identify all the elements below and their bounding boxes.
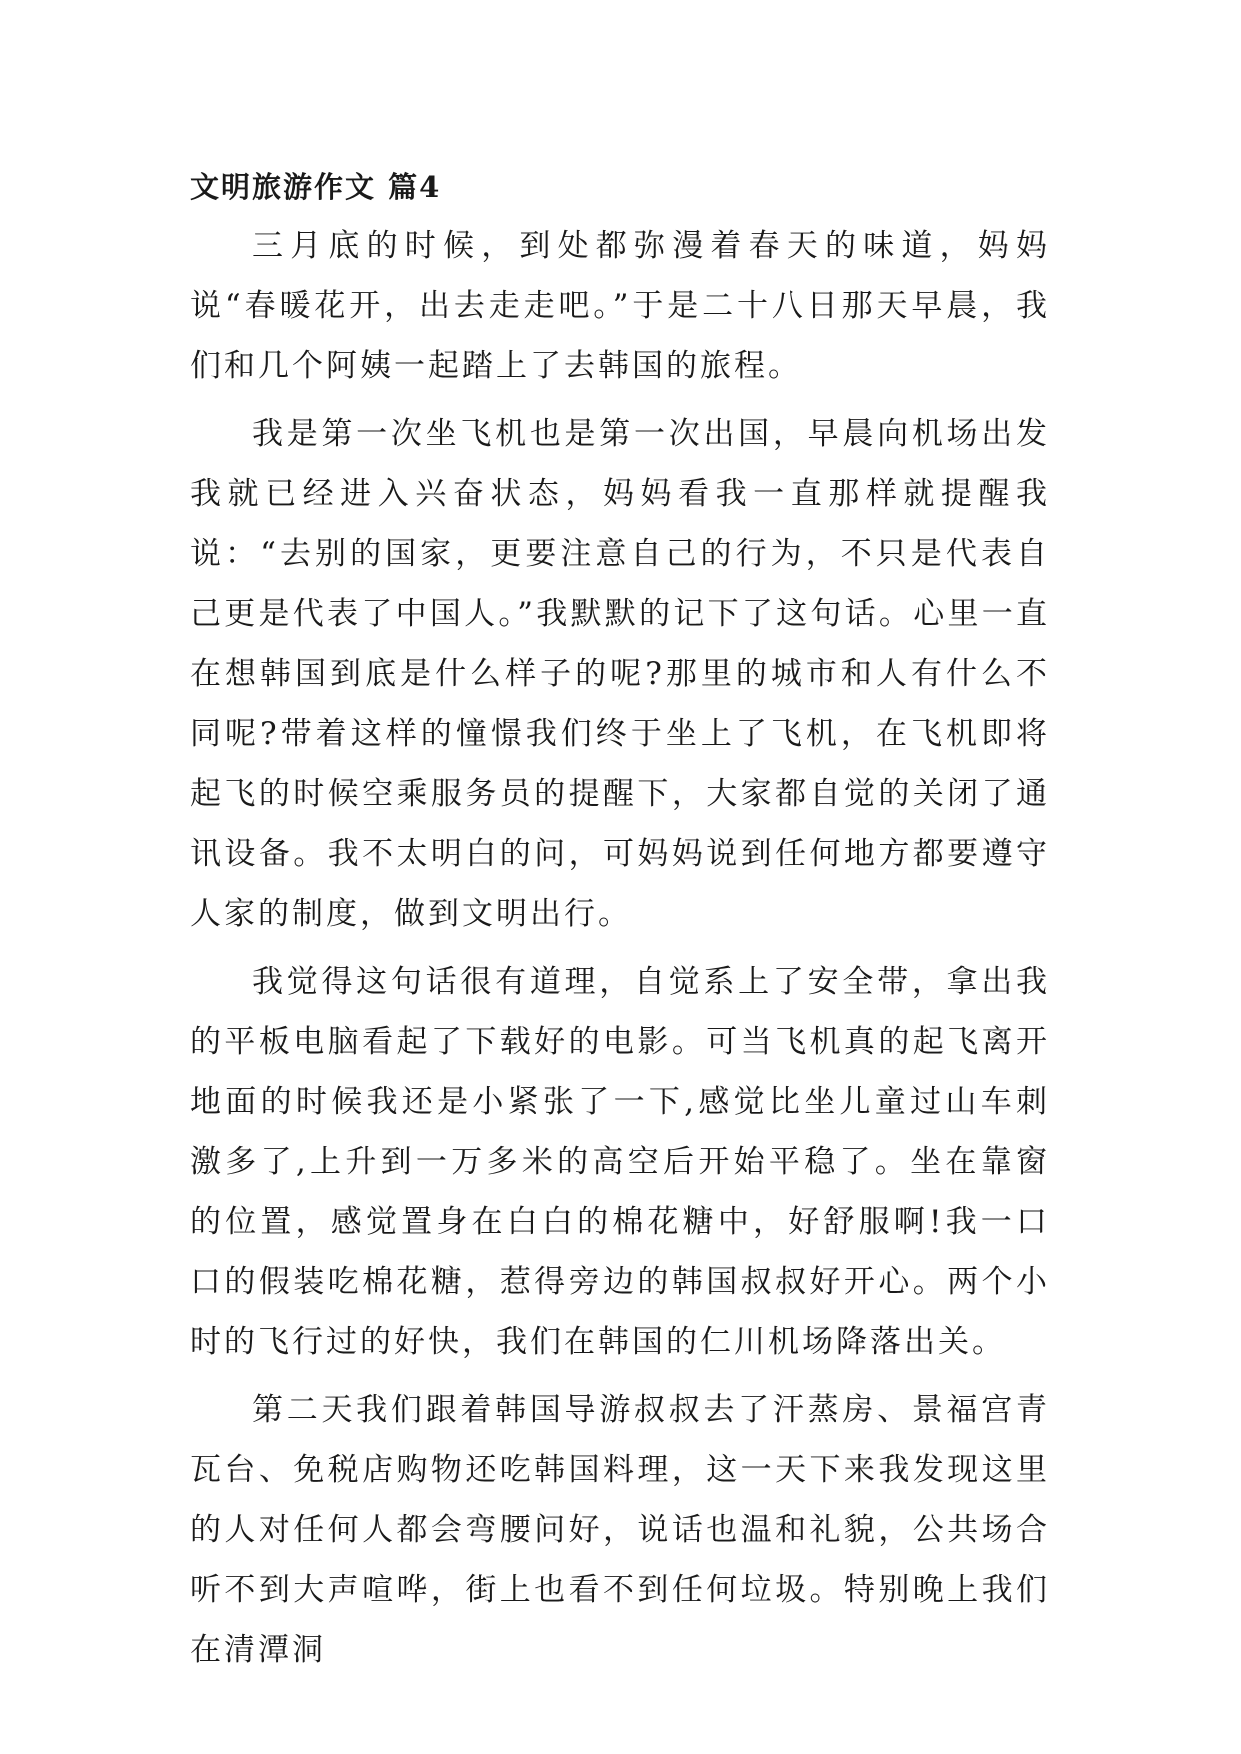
paragraph-3: 我觉得这句话很有道理，自觉系上了安全带，拿出我的平板电脑看起了下载好的电影。可当飞机真的起飞离开地面的时候我还是小紧张了一下,感觉比坐儿童过山车刺激多了,上升到一万多米的高空后开始平稳了。坐在靠窗的位置，感觉置身在白白的棉花糖中，好舒服啊!我一口口的假装吃棉花糖，惹得旁边的韩国叔叔好开心。两个小时的飞行过的好快，我们在韩国的仁川机场降落出关。 [190,964,1050,1360]
paragraph-4: 第二天我们跟着韩国导游叔叔去了汗蒸房、景福宫青瓦台、免税店购物还吃韩国料理，这一天下来我发现这里的人对任何人都会弯腰问好，说话也温和礼貌，公共场合听不到大声喧哗，街上也看不到任何垃圾。特别晚上我们在清潭洞 [190,1392,1050,1668]
paragraph-1: 三月底的时候，到处都弥漫着春天的味道，妈妈说“春暖花开，出去走走吧。”于是二十八日那天早晨，我们和几个阿姨一起踏上了去韩国的旅程。 [190,228,1050,384]
paragraph-2: 我是第一次坐飞机也是第一次出国，早晨向机场出发我就已经进入兴奋状态，妈妈看我一直那样就提醒我说：“去别的国家，更要注意自己的行为，不只是代表自己更是代表了中国人。”我默默的记下了这句话。心里一直在想韩国到底是什么样子的呢?那里的城市和人有什么不同呢?带着这样的憧憬我们终于坐上了飞机，在飞机即将起飞的时候空乘服务员的提醒下，大家都自觉的关闭了通讯设备。我不太明白的问，可妈妈说到任何地方都要遵守人家的制度，做到文明出行。 [190,416,1050,932]
document-title: 文明旅游作文 篇4 [190,170,442,204]
document-body [190,158,1050,1688]
